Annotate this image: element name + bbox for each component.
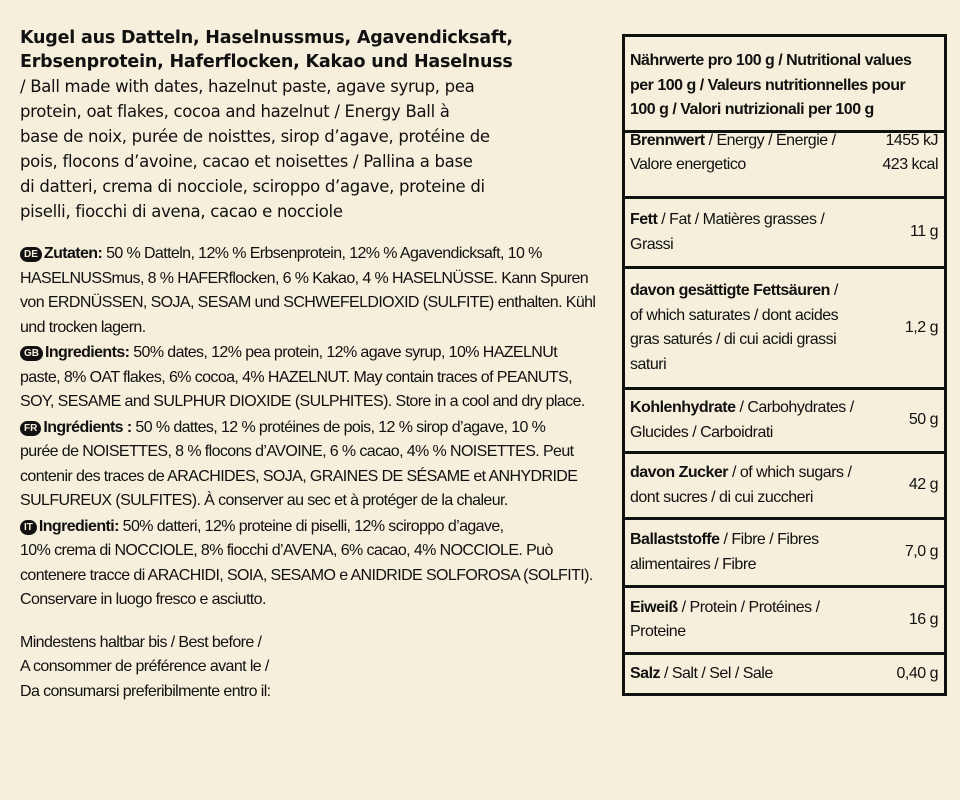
description-line: / Ball made with dates, hazelnut paste, agave syrup, pea <box>20 77 475 96</box>
ingredients-text: HASELNUSSmus, 8 % HAFERflocken, 6 % Kakao, 4 % HASELNÜSSE. Kann Spuren <box>20 269 589 287</box>
ingredients-text: SULFUREUX (SULFITES). À conserver au sec et à protéger de la chaleur. <box>20 492 508 509</box>
nutrient-label-translations: / Energy / Énergie / <box>704 131 836 149</box>
nutrient-label-translations: alimentaires / Fibre <box>630 555 757 573</box>
product-title-line: Kugel aus Datteln, Haselnussmus, Agavendicksaft, <box>20 28 513 48</box>
ingredients-text: contenere tracce di ARACHIDI, SOIA, SESAMO e ANIDRIDE SOLFOROSA (SOLFITI). <box>20 566 593 584</box>
ingredients-line <box>20 341 590 366</box>
nutrient-label-translations: / Fat / Matières grasses / <box>657 211 825 228</box>
nutrient-label-translations: / Salt / Sel / Sale <box>660 664 773 682</box>
nutrient-value-line: 423 kcal <box>882 156 938 173</box>
nutrient-label-translations: gras saturés / di cui acidi grassi <box>630 331 837 348</box>
ingredients-line <box>20 489 590 514</box>
nutrient-label-translations: / Fibre / Fibres <box>719 531 819 548</box>
nutrition-table <box>622 34 947 696</box>
product-description <box>20 74 590 224</box>
nutrient-name-line <box>630 421 854 446</box>
nutrient-value-line: 50 g <box>908 411 938 429</box>
nutrition-row <box>625 266 944 387</box>
nutrient-label-translations: / Protein / Protéines / <box>677 598 820 616</box>
nutrient-name-line <box>630 208 824 233</box>
nutrient-name-line <box>630 396 854 421</box>
nutrient-label-translations: dont sucres / di cui zuccheri <box>630 488 813 506</box>
ingredients-text: purée de NOISETTES, 8 % flocons d’AVOINE, 6 % cacao, 4% % NOISETTES. Peut <box>20 443 574 460</box>
ingredients-line <box>20 564 593 589</box>
nutrient-name-line <box>630 328 838 353</box>
nutrient-name-line <box>630 553 819 578</box>
nutrition-row <box>625 652 944 693</box>
nutrient-label-translations: / of which sugars / <box>728 464 852 481</box>
nutrient-label-translations: / <box>829 282 838 299</box>
ingredients-text: von ERDNÜSSEN, SOJA, SESAM und SCHWEFELDIOXID (SULFITE) enthalten. Kühl <box>20 294 596 311</box>
nutrient-name-line <box>630 662 773 687</box>
ingredients-line <box>20 390 590 415</box>
ingredients-text: 50% dates, 12% pea protein, 12% agave syrup, 10% HAZELNUt <box>129 344 558 361</box>
language-badge: FR <box>20 421 41 436</box>
best-before-line: Mindestens haltbar bis / Best before / <box>20 633 262 651</box>
nutrient-name-line <box>630 620 820 645</box>
nutrient-name <box>630 129 836 178</box>
nutrient-name-line <box>630 153 836 178</box>
ingredients-text: und trocken lagern. <box>20 318 146 336</box>
nutrient-name-line <box>630 304 838 329</box>
product-text-column <box>20 26 596 704</box>
ingredients-line <box>20 242 590 267</box>
best-before-line: A consommer de préférence avant le / <box>20 658 269 675</box>
nutrient-value <box>905 540 938 565</box>
description-line: pois, flocons d’avoine, cacao et noisettes / Pallina a base <box>20 152 473 171</box>
nutrient-label-translations: Glucides / Carboidrati <box>630 423 773 441</box>
nutrient-name-line <box>630 486 851 511</box>
ingredients-text: contenir des traces de ARACHIDES, SOJA, GRAINES DE SÉSAME et ANHYDRIDE <box>20 467 578 485</box>
nutrition-header-line: per 100 g / Valeurs nutritionnelles pour <box>630 76 906 94</box>
nutrition-row <box>625 451 944 517</box>
nutrient-label-de: Kohlenhydrate <box>630 399 736 416</box>
ingredients-section <box>20 242 596 613</box>
nutrient-name <box>630 461 851 510</box>
nutrient-name-line <box>630 279 838 304</box>
nutrient-label-de: Brennwert <box>630 131 705 149</box>
nutrient-label-de: Salz <box>630 664 661 682</box>
nutrient-label-translations: of which saturates / dont acides <box>630 306 839 324</box>
nutrient-value-line: 1455 kJ <box>885 131 938 149</box>
description-line: protein, oat flakes, cocoa and hazelnut / Energy Ball à <box>20 102 450 121</box>
nutrient-value-line: 16 g <box>908 610 938 628</box>
best-before-block <box>20 631 590 705</box>
ingredients-line <box>20 267 590 292</box>
nutrient-value-line: 11 g <box>910 223 938 241</box>
nutrient-label-de: Fett <box>630 211 658 228</box>
ingredients-lang-block <box>20 515 593 613</box>
nutrient-name <box>630 396 854 445</box>
ingredients-line <box>20 515 590 540</box>
ingredients-heading: Ingredienti: <box>38 517 119 535</box>
description-line: piselli, fiocchi di avena, cacao e nocciole <box>20 202 343 221</box>
nutrient-label-translations: Valore energetico <box>630 156 746 173</box>
nutrient-label-translations: / Carbohydrates / <box>735 399 854 416</box>
nutrient-name <box>630 662 773 687</box>
nutrient-value <box>882 129 938 178</box>
nutrient-name <box>630 528 819 577</box>
nutrition-row <box>625 387 944 451</box>
nutrient-value-line: 0,40 g <box>896 664 938 682</box>
nutrient-value <box>909 473 938 498</box>
ingredients-lang-block <box>20 341 590 415</box>
ingredients-line <box>20 465 590 490</box>
ingredients-heading: Zutaten: <box>43 245 103 262</box>
description-line: di datteri, crema di nocciole, sciroppo d’agave, proteine di <box>20 177 485 196</box>
ingredients-lang-block <box>20 416 590 514</box>
nutrient-value <box>909 608 938 633</box>
ingredients-line <box>20 291 596 316</box>
ingredients-heading: Ingrédients : <box>43 418 132 436</box>
product-title-line: Erbsenprotein, Haferflocken, Kakao und Haselnuss <box>20 52 513 72</box>
description-line: base de noix, purée de noisttes, sirop d’agave, protéine de <box>20 127 490 146</box>
nutrition-header-line: 100 g / Valori nutrizionali per 100 g <box>630 101 874 118</box>
nutrient-value <box>897 662 938 687</box>
ingredients-text: Conservare in luogo fresco e asciutto. <box>20 591 266 608</box>
ingredients-heading: Ingredients: <box>45 344 130 361</box>
nutrition-row <box>625 585 944 652</box>
language-badge: IT <box>20 520 37 535</box>
nutrient-value <box>909 408 938 433</box>
nutrient-value <box>905 316 938 341</box>
ingredients-text: 50% datteri, 12% proteine di piselli, 12% sciroppo d’agave, <box>118 517 504 535</box>
nutrient-label-translations: saturi <box>630 355 667 373</box>
ingredients-line <box>20 416 590 441</box>
nutrient-name-line <box>630 461 851 486</box>
ingredients-text: paste, 8% OAT flakes, 6% cocoa, 4% HAZELNUT. May contain traces of PEANUTS, <box>20 368 572 386</box>
nutrient-name-line <box>630 353 838 378</box>
nutrient-name <box>630 208 824 257</box>
nutrition-row <box>625 517 944 585</box>
nutrient-name-line <box>630 596 820 621</box>
nutrient-label-de: davon gesättigte Fettsäuren <box>630 282 830 299</box>
nutrient-value <box>910 220 938 245</box>
best-before-line: Da consumarsi preferibilmente entro il: <box>20 682 271 700</box>
nutrient-name <box>630 279 838 377</box>
nutrient-name-line <box>630 129 836 154</box>
ingredients-line <box>20 366 590 391</box>
nutrient-label-translations: Grassi <box>630 235 674 253</box>
nutrient-label-de: davon Zucker <box>630 464 729 481</box>
ingredients-line <box>20 588 590 613</box>
ingredients-line <box>20 440 590 465</box>
nutrient-value-line: 1,2 g <box>904 318 938 336</box>
nutrition-row <box>625 196 944 266</box>
nutrient-value-line: 7,0 g <box>904 543 938 561</box>
nutrient-label-de: Ballaststoffe <box>630 531 720 548</box>
nutrient-value-line: 42 g <box>908 476 938 494</box>
ingredients-text: SOY, SESAME and SULPHUR DIOXIDE (SULPHITES). Store in a cool and dry place. <box>20 393 585 410</box>
nutrient-label-de: Eiweiß <box>630 598 678 616</box>
language-badge: DE <box>20 247 42 262</box>
ingredients-line <box>20 539 590 564</box>
nutrition-header-line: Nährwerte pro 100 g / Nutritional values <box>630 52 912 69</box>
ingredients-text: 50 % dattes, 12 % protéines de pois, 12 % sirop d’agave, 10 % <box>131 418 546 436</box>
nutrient-name <box>630 596 820 645</box>
ingredients-line <box>20 316 590 341</box>
ingredients-text: 10% crema di NOCCIOLE, 8% fiocchi d’AVENA, 6% cacao, 4% NOCCIOLE. Può <box>20 542 553 559</box>
nutrient-name-line <box>630 528 819 553</box>
nutrient-name-line <box>630 233 824 258</box>
ingredients-text: 50 % Datteln, 12% % Erbsenprotein, 12% % Agavendicksaft, 10 % <box>102 245 542 262</box>
nutrition-row <box>625 110 944 196</box>
nutrient-label-translations: Proteine <box>630 623 686 640</box>
product-title <box>20 26 590 74</box>
language-badge: GB <box>20 346 43 361</box>
ingredients-lang-block <box>20 242 596 340</box>
